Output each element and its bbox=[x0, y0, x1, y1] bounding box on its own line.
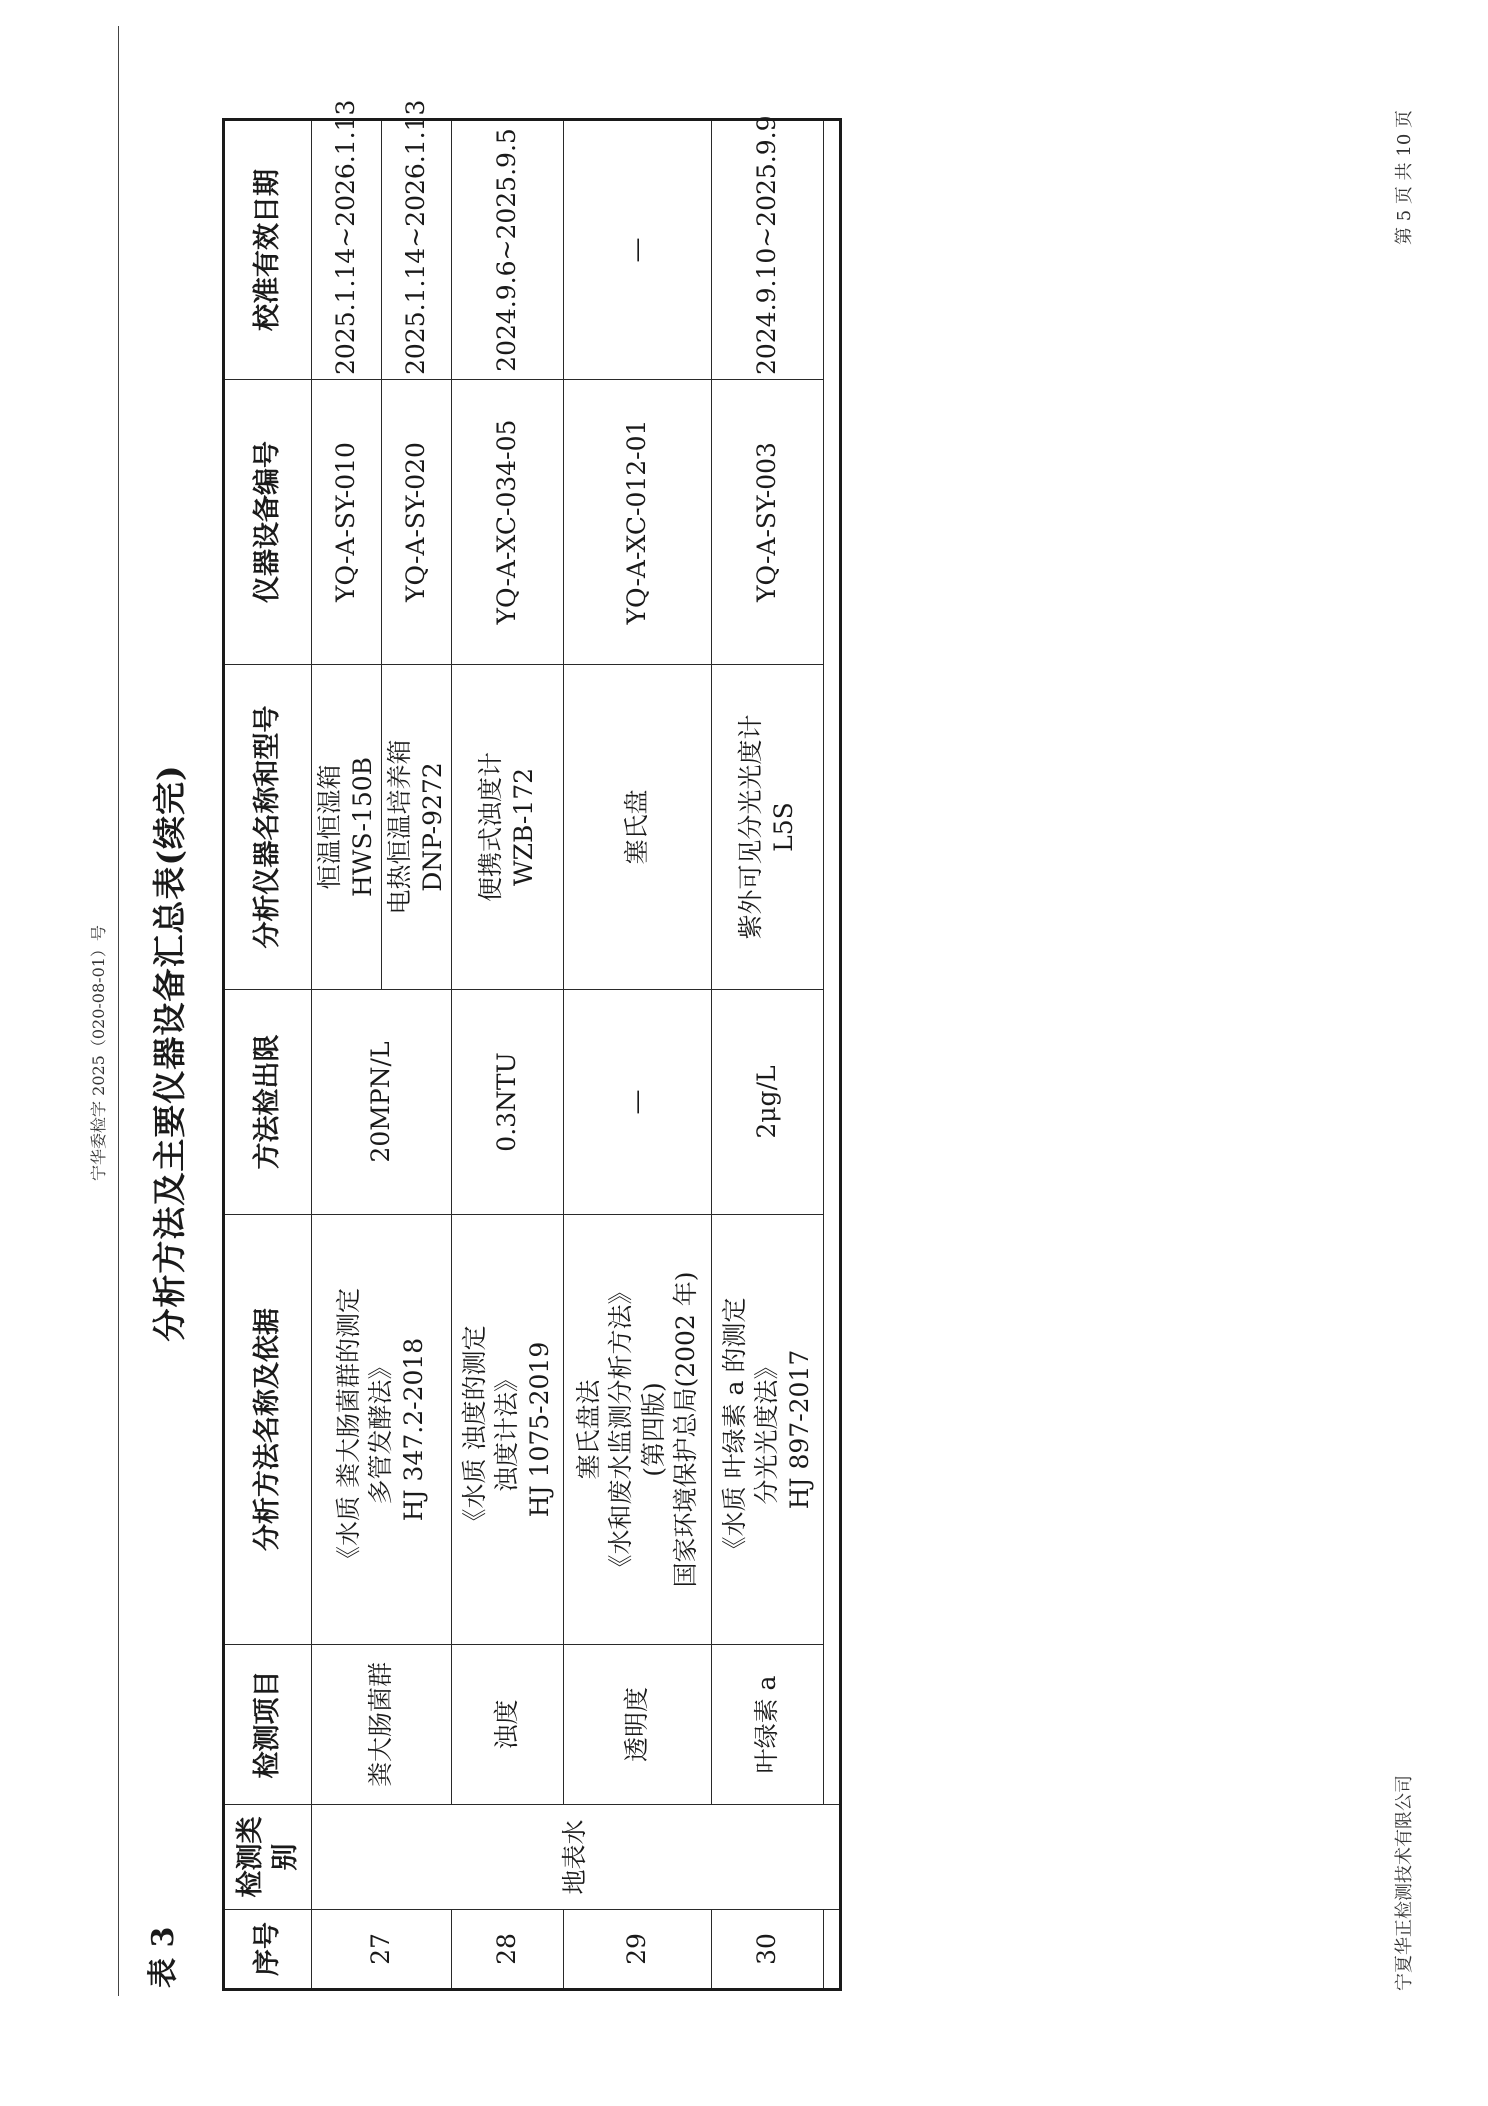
table-label: 表 3 bbox=[146, 1926, 181, 1988]
col-header-method: 分析方法名称及依据 bbox=[224, 1215, 312, 1645]
col-header-no: 序号 bbox=[224, 1910, 312, 1990]
limit-cell: 2μg/L bbox=[712, 990, 824, 1215]
calibration-date-cell: 2025.1.14~2026.1.13 bbox=[382, 120, 452, 380]
methods-table bbox=[222, 99, 842, 1991]
document-code: 宁华委检字 2025（020-08-01）号 bbox=[89, 925, 108, 1181]
method-cell: 《水质 浊度的测定 浊度计法》 HJ 1075-2019 bbox=[452, 1215, 564, 1645]
col-header-calibration-date: 校准有效日期 bbox=[224, 120, 312, 380]
instrument-cell: 恒温恒湿箱 HWS-150B bbox=[312, 665, 382, 990]
limit-cell: — bbox=[564, 990, 712, 1215]
instrument-cell: 紫外可见分光光度计 L5S bbox=[712, 665, 824, 990]
calibration-date-cell: 2024.9.6~2025.9.5 bbox=[452, 120, 564, 380]
method-cell: 《水质 叶绿素 a 的测定 分光光度法》 HJ 897-2017 bbox=[712, 1215, 824, 1645]
col-header-instrument: 分析仪器名称和型号 bbox=[224, 665, 312, 990]
item-cell: 浊度 bbox=[452, 1645, 564, 1805]
category-cell: 地表水 bbox=[312, 1805, 841, 1910]
col-header-category: 检测类别 bbox=[224, 1805, 312, 1910]
table-row bbox=[712, 120, 824, 1990]
col-header-limit: 方法检出限 bbox=[224, 990, 312, 1215]
method-cell: 塞氏盘法 《水和废水监测分析方法》 (第四版) 国家环境保护总局(2002 年) bbox=[564, 1215, 712, 1645]
col-header-item: 检测项目 bbox=[224, 1645, 312, 1805]
instrument-id-cell: YQ-A-XC-034-05 bbox=[452, 380, 564, 665]
table-row bbox=[452, 120, 564, 1990]
limit-cell: 20MPN/L bbox=[312, 990, 452, 1215]
method-cell: 《水质 粪大肠菌群的测定 多管发酵法》 HJ 347.2-2018 bbox=[312, 1215, 452, 1645]
item-cell: 透明度 bbox=[564, 1645, 712, 1805]
row-no: 27 bbox=[312, 1910, 452, 1990]
limit-cell: 0.3NTU bbox=[452, 990, 564, 1215]
table-row bbox=[824, 120, 841, 1990]
instrument-id-cell: YQ-A-SY-010 bbox=[312, 380, 382, 665]
table-row bbox=[564, 120, 712, 1990]
footer-company: 宁夏华正检测技术有限公司 bbox=[1394, 1775, 1415, 1991]
table-header-row bbox=[224, 120, 312, 1990]
footer-page-number: 第 5 页 共 10 页 bbox=[1394, 110, 1415, 245]
calibration-date-cell: — bbox=[564, 120, 712, 380]
calibration-date-cell: 2025.1.14~2026.1.13 bbox=[312, 120, 382, 380]
instrument-id-cell: YQ-A-SY-003 bbox=[712, 380, 824, 665]
col-header-instrument-id: 仪器设备编号 bbox=[224, 380, 312, 665]
instrument-cell: 塞氏盘 bbox=[564, 665, 712, 990]
table-row bbox=[312, 120, 382, 1990]
row-no: 30 bbox=[712, 1910, 824, 1990]
table-title: 分析方法及主要仪器设备汇总表(续完) bbox=[150, 764, 189, 1342]
header-divider bbox=[118, 26, 119, 1996]
row-no: 28 bbox=[452, 1910, 564, 1990]
item-cell: 叶绿素 a bbox=[712, 1645, 824, 1805]
instrument-cell: 便携式浊度计 WZB-172 bbox=[452, 665, 564, 990]
calibration-date-cell: 2024.9.10~2025.9.9 bbox=[712, 120, 824, 380]
instrument-cell: 电热恒温培养箱 DNP-9272 bbox=[382, 665, 452, 990]
row-no: 29 bbox=[564, 1910, 712, 1990]
item-cell: 粪大肠菌群 bbox=[312, 1645, 452, 1805]
instrument-id-cell: YQ-A-SY-020 bbox=[382, 380, 452, 665]
instrument-id-cell: YQ-A-XC-012-01 bbox=[564, 380, 712, 665]
